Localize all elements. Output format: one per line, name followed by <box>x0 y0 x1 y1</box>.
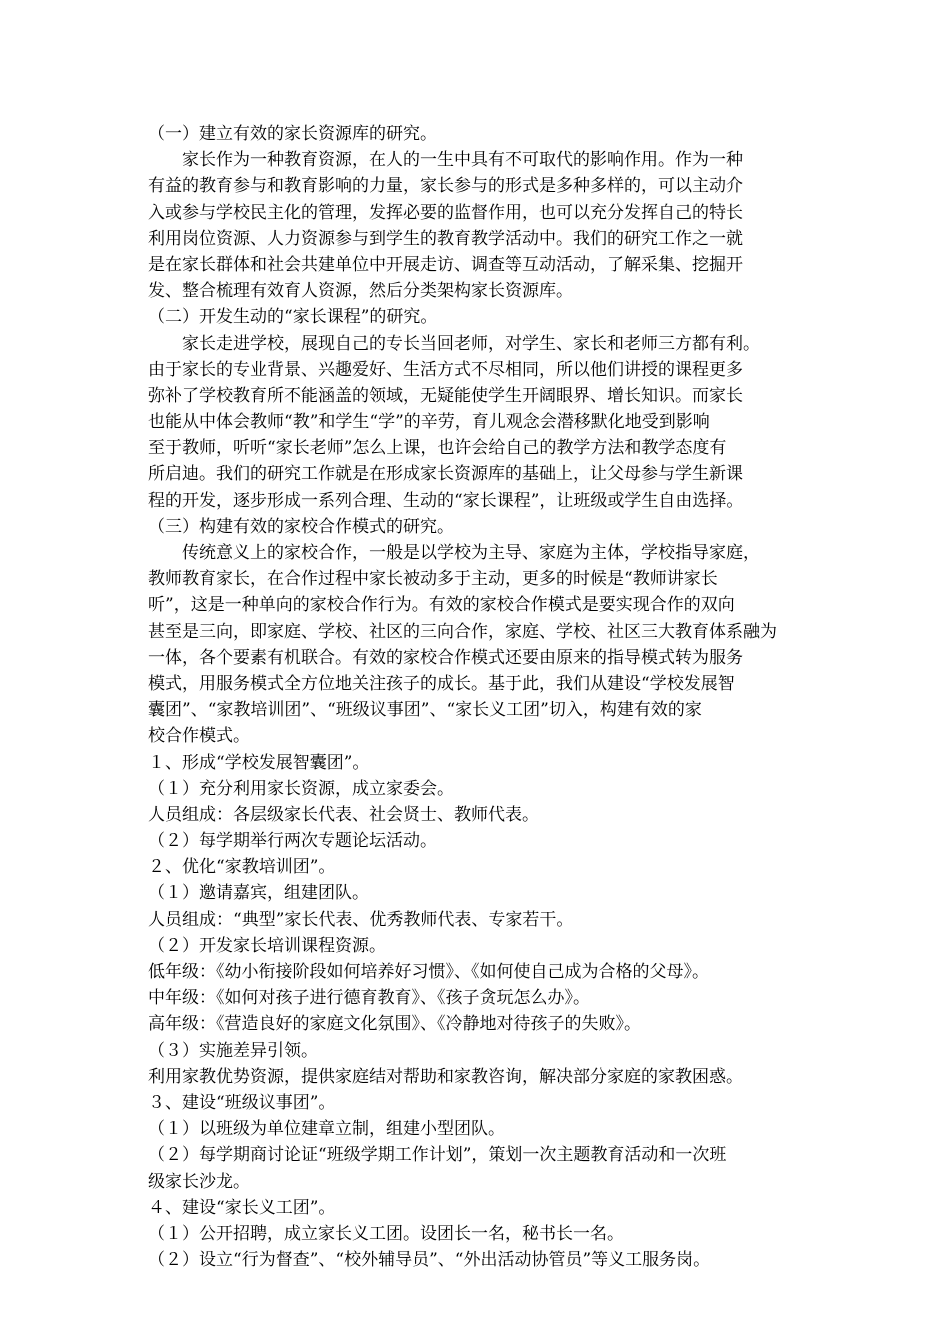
paragraph-line: 程的开发，逐步形成一系列合理、生动的“家长课程”，让班级或学生自由选择。 <box>148 490 744 511</box>
item-line: （１）邀请嘉宾，组建团队。 <box>148 883 369 904</box>
paragraph-line: 家长作为一种教育资源，在人的一生中具有不可取代的影响作用。作为一种 <box>182 150 743 171</box>
paragraph-line: 一体，各个要素有机联合。有效的家校合作模式还要由原来的指导模式转为服务 <box>148 647 743 668</box>
section-heading-3: （三）构建有效的家校合作模式的研究。 <box>148 516 454 537</box>
item-heading: ２、优化“家教培训团”。 <box>148 857 336 878</box>
paragraph-line: 入或参与学校民主化的管理，发挥必要的监督作用，也可以充分发挥自己的特长 <box>148 202 743 223</box>
item-line: （２）开发家长培训课程资源。 <box>148 935 386 956</box>
item-line: 级家长沙龙。 <box>148 1171 250 1192</box>
item-line: （１）公开招聘，成立家长义工团。设团长一名，秘书长一名。 <box>148 1223 624 1244</box>
paragraph-line: 至于教师，听听“家长老师”怎么上课，也许会给自己的教学方法和教学态度有 <box>148 438 727 459</box>
paragraph-line: 传统意义上的家校合作，一般是以学校为主导、家庭为主体，学校指导家庭， <box>182 543 760 563</box>
paragraph-line: 所启迪。我们的研究工作就是在形成家长资源库的基础上，让父母参与学生新课 <box>148 464 743 485</box>
paragraph-line: 发、整合梳理有效育人资源，然后分类架构家长资源库。 <box>148 281 573 302</box>
item-line: 利用家教优势资源，提供家庭结对帮助和家教咨询，解决部分家庭的家教困惑。 <box>148 1066 743 1087</box>
item-line: （３）实施差异引领。 <box>148 1040 318 1061</box>
item-line: 高年级：《营造良好的家庭文化氛围》、《冷静地对待孩子的失败》。 <box>148 1014 641 1035</box>
paragraph-line: 由于家长的专业背景、兴趣爱好、生活方式不尽相同，所以他们讲授的课程更多 <box>148 359 743 380</box>
item-heading: ３、建设“班级议事团”。 <box>148 1092 336 1113</box>
paragraph-line: 弥补了学校教育所不能涵盖的领域，无疑能使学生开阔眼界、增长知识。而家长 <box>148 385 743 406</box>
paragraph-line: 家长走进学校，展现自己的专长当回老师，对学生、家长和老师三方都有利。 <box>182 333 760 354</box>
paragraph-line: 利用岗位资源、人力资源参与到学生的教育教学活动中。我们的研究工作之一就 <box>148 228 743 249</box>
document-page <box>148 121 813 1273</box>
item-line: （２）每学期举行两次专题论坛活动。 <box>148 831 437 852</box>
paragraph-line: 模式，用服务模式全方位地关注孩子的成长。基于此，我们从建设“学校发展智 <box>148 673 735 694</box>
paragraph-line: 教师教育家长，在合作过程中家长被动多于主动，更多的时候是“教师讲家长 <box>148 569 718 590</box>
item-line: （２）设立“行为督查”、“校外辅导员”、“外出活动协管员”等义工服务岗。 <box>148 1250 711 1271</box>
item-heading: １、形成“学校发展智囊团”。 <box>148 752 370 773</box>
item-heading: ４、建设“家长义工团”。 <box>148 1197 336 1218</box>
paragraph-line: 是在家长群体和社会共建单位中开展走访、调查等互动活动，了解采集、挖掘开 <box>148 254 743 275</box>
item-line: 中年级：《如何对孩子进行德育教育》、《孩子贪玩怎么办》。 <box>148 988 590 1009</box>
paragraph-line: 听”，这是一种单向的家校合作行为。有效的家校合作模式是要实现合作的双向 <box>148 595 735 616</box>
paragraph-line: 甚至是三向，即家庭、学校、社区的三向合作，家庭、学校、社区三大教育体系融为 <box>148 621 777 642</box>
paragraph-line: 有益的教育参与和教育影响的力量，家长参与的形式是多种多样的，可以主动介 <box>148 176 743 197</box>
section-heading-2: （二）开发生动的“家长课程”的研究。 <box>148 307 438 328</box>
item-line: （１）充分利用家长资源，成立家委会。 <box>148 778 454 799</box>
paragraph-line: 也能从中体会教师“教”和学生“学”的辛劳，育儿观念会潜移默化地受到影响 <box>148 412 710 433</box>
item-line: （１）以班级为单位建章立制，组建小型团队。 <box>148 1119 505 1140</box>
paragraph-line: 囊团”、“家教培训团”、“班级议事团”、“家长义工团”切入，构建有效的家 <box>148 700 702 721</box>
item-line: 低年级：《幼小衔接阶段如何培养好习惯》、《如何使自己成为合格的父母》。 <box>148 962 709 982</box>
paragraph-line: 校合作模式。 <box>148 726 250 747</box>
item-line: （２）每学期商讨论证“班级学期工作计划”，策划一次主题教育活动和一次班 <box>148 1145 727 1166</box>
item-line: 人员组成：各层级家长代表、社会贤士、教师代表。 <box>148 804 539 825</box>
section-heading-1: （一）建立有效的家长资源库的研究。 <box>148 124 437 144</box>
item-line: 人员组成：“典型”家长代表、优秀教师代表、专家若干。 <box>148 909 574 930</box>
